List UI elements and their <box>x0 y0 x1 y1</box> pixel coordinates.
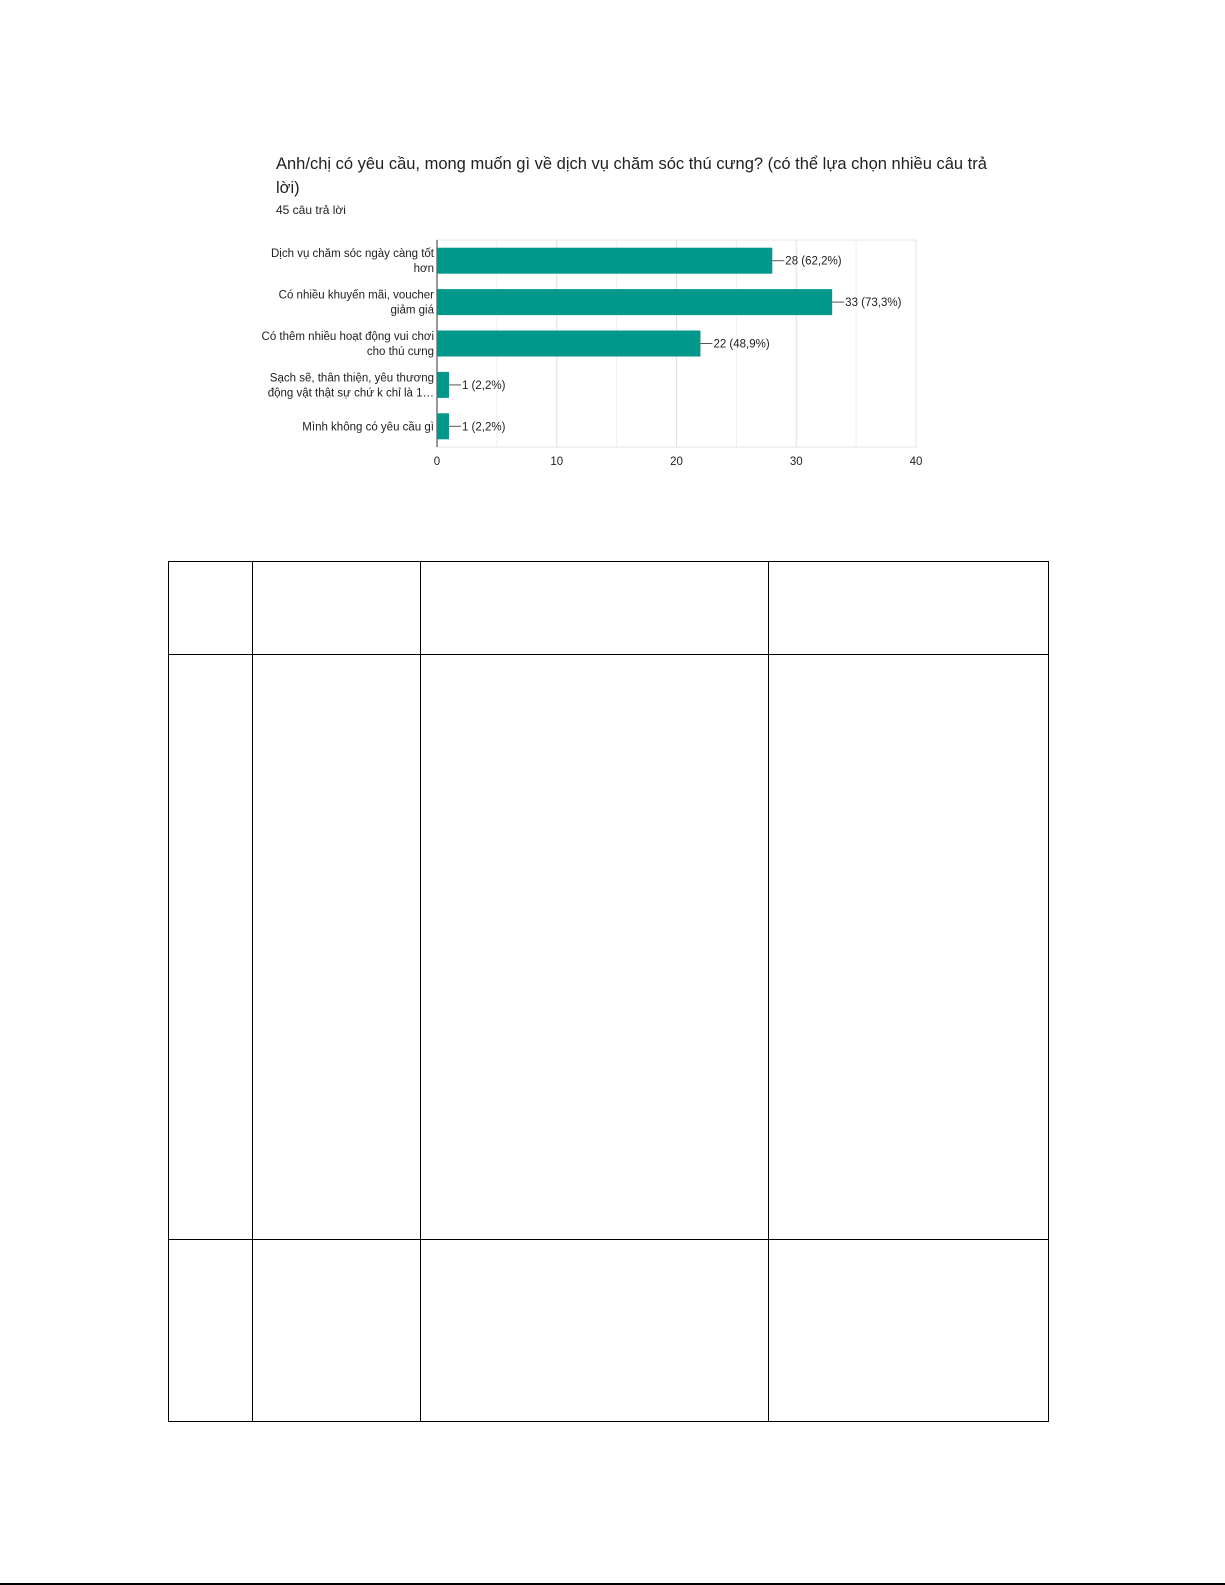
table-row <box>169 1240 1049 1422</box>
data-label: 1 (2,2%) <box>461 379 506 392</box>
table-cell <box>169 562 253 655</box>
response-count: 45 câu trả lời <box>276 203 346 217</box>
table-row <box>169 562 1049 655</box>
table-cell <box>769 655 1049 1240</box>
table-cell <box>253 1240 421 1422</box>
bar <box>437 413 449 439</box>
table-cell <box>421 1240 769 1422</box>
category-label: Có nhiều khuyến mãi, voucher giảm giá <box>278 289 434 317</box>
table-cell <box>421 655 769 1240</box>
category-label: Mình không có yêu cầu gì <box>302 421 434 434</box>
question-title: Anh/chị có yêu cầu, mong muốn gì về dịch vụ chăm sóc thú cưng? (có thể lựa chọn nhiều câu trả lời) <box>276 155 987 197</box>
table-cell <box>769 1240 1049 1422</box>
category-label: Sạch sẽ, thân thiện, yêu thương động vật thật sự chứ k chỉ là 1… <box>267 372 434 400</box>
data-label: 1 (2,2%) <box>461 421 506 434</box>
table-cell <box>769 562 1049 655</box>
table-cell <box>169 655 253 1240</box>
table-cell <box>253 655 421 1240</box>
bar <box>437 331 700 357</box>
table-cell <box>253 562 421 655</box>
x-tick-label: 40 <box>909 456 923 468</box>
data-label: 22 (48,9%) <box>713 338 770 351</box>
bar <box>437 372 449 398</box>
document-table <box>168 561 1049 1422</box>
x-tick-label: 0 <box>433 456 441 468</box>
category-label: Có thêm nhiều hoạt động vui chơi cho thú cưng <box>261 331 434 358</box>
x-tick-label: 10 <box>550 456 564 468</box>
chart-block <box>0 0 1225 480</box>
x-tick-label: 20 <box>670 456 683 468</box>
table-cell <box>421 562 769 655</box>
bar <box>437 248 772 274</box>
bar-chart <box>0 0 1225 480</box>
data-label: 28 (62,2%) <box>785 255 842 268</box>
bar <box>437 289 832 315</box>
x-tick-label: 30 <box>789 456 803 468</box>
data-label: 33 (73,3%) <box>845 297 902 310</box>
category-label: Dịch vụ chăm sóc ngày càng tốt hơn <box>271 248 434 276</box>
table-cell <box>169 1240 253 1422</box>
table-row <box>169 655 1049 1240</box>
